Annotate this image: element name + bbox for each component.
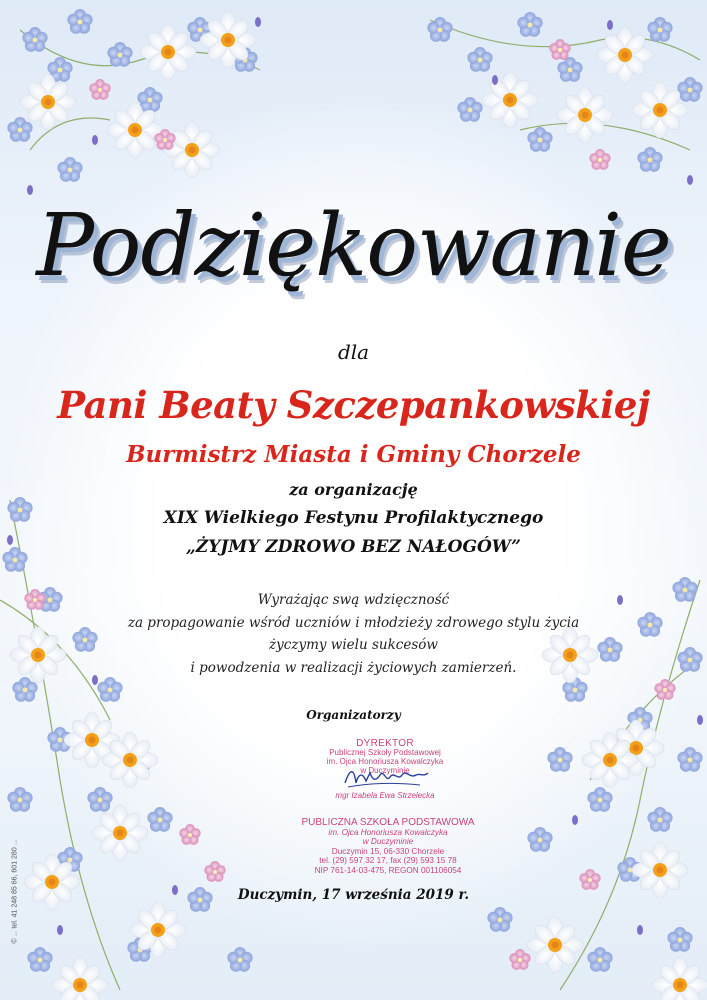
printer-side-note: © ... tel. 41 248 85 66, 601 280 ... <box>11 839 19 944</box>
reason-intro: za organizację <box>289 480 418 499</box>
stamp-line: mgr Izabela Ewa Strzelecka <box>335 791 435 800</box>
body-line: za propagowanie wśród uczniów i młodzieży zdrowego stylu życia <box>127 614 580 631</box>
for-word: dla <box>337 340 370 364</box>
recipient-role: Burmistrz Miasta i Gminy Chorzele <box>126 441 581 468</box>
stamp-line: w Duczyminie <box>362 837 414 846</box>
flowers-left-side <box>0 497 253 1000</box>
place-and-date: Duczymin, 17 września 2019 r. <box>237 887 470 903</box>
stamp-line: Publicznej Szkoły Podstawowej <box>329 748 441 757</box>
stamp-line: tel. (29) 597 32 17, fax (29) 593 15 78 <box>319 856 457 865</box>
body-line: życzymy wielu sukcesów <box>269 637 438 653</box>
event-name-line-2: „ŻYJMY ZDROWO BEZ NAŁOGÓW” <box>186 537 521 557</box>
body-line: Wyrażając swą wdzięczność <box>257 592 450 608</box>
stamp-line: im. Ojca Honoriusza Kowalczyka <box>328 827 448 837</box>
school-stamp <box>298 818 478 875</box>
stamp-line: PUBLICZNA SZKOŁA PODSTAWOWA <box>301 817 475 828</box>
flowers-top-left <box>7 9 261 195</box>
organizers-label: Organizatorzy <box>306 708 401 722</box>
stamp-line: im. Ojca Honoriusza Kowalczyka <box>326 757 444 766</box>
stamp-line: Duczymin 15, 06-330 Chorzele <box>331 846 445 856</box>
stamp-line: DYREKTOR <box>356 738 414 749</box>
thank-you-text <box>0 589 707 679</box>
flowers-top-right <box>427 12 702 185</box>
recipient-name: Pani Beaty Szczepankowskiej <box>57 383 650 427</box>
stamp-line: w Duczyminie <box>360 766 410 775</box>
certificate-title: Podziękowanie <box>36 196 671 296</box>
event-name-line-1: XIX Wielkiego Festynu Profilaktycznego <box>163 508 544 528</box>
body-line: i powodzenia w realizacji życiowych zamierzeń. <box>190 659 517 676</box>
handwritten-signature <box>340 763 430 791</box>
stamp-line: NIP 761-14-03-475, REGON 001106054 <box>314 865 462 875</box>
